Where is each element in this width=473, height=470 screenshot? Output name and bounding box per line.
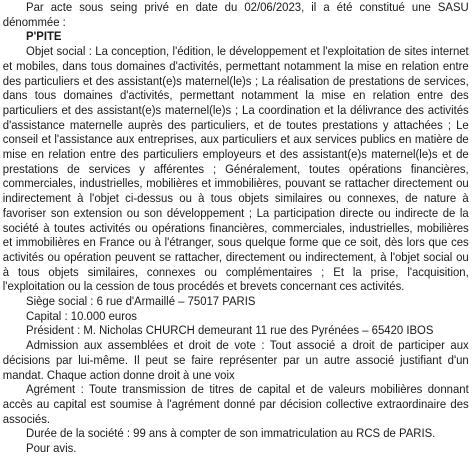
- president-line: Président : M. Nicholas CHURCH demeurant 11 rue des Pyrénées – 65420 IBOS: [26, 323, 434, 338]
- admission-paragraph: Admission aux assemblées et droit de vote : Tout associé a droit de participer aux décisions par lui-même. Il peut se faire représenter par un autre associé justifiant d'un mandat. Chaque action donne droit à une voix: [2, 338, 469, 382]
- company-name: P'PITE: [26, 29, 62, 44]
- objet-social-paragraph: Objet social : La conception, l'édition, le développement et l'exploitation de sites internet et mobiles, dans tous domaines d'activités, permettant notamment la mise en relation entre des particuliers et des assistant(e)s maternel(le)s ; La réalisation de prestations de services, dans tous domaines d'activités, permettant notamment la mise en relation entre des particuliers et des assistant(e)s maternel(le)s ; La coordination et la délivrance des activités d'assistance maternelle auprès des particuliers, et de toutes prestations y attachées ; Le conseil et l'assistance aux entreprises, aux particuliers et aux services publics en matière de mise en relation entre des particuliers employeurs et des assistant(e)s maternel(le)s et de prestations de services y afférentes ; Généralement, toutes opérations financières, commerciales, industrielles, mobilières et immobilières, pouvant se rattacher directement ou indirectement à l'objet ci-dessus ou à tous objets similaires ou connexes, de nature à favoriser son extension ou son développement ; La participation directe ou indirecte de la société à toutes activités ou opérations financières, commerciales, industrielles, mobilières et immobilières en France ou à l'étranger, sous quelque forme que ce soit, dès lors que ces activités ou opération peuvent se rattacher, directement ou indirectement, à l'objet social ou à tous objets similaires, connexes ou complémentaires ; Et la prise, l'acquisition, l'exploitation ou la cession de tous procédés et brevets concernant ces activités.: [2, 44, 469, 294]
- closing-line: Pour avis.: [26, 441, 77, 456]
- siege-social-line: Siège social : 6 rue d'Armaillé – 75017 PARIS: [26, 294, 256, 309]
- intro-paragraph: Par acte sous seing privé en date du 02/06/2023, il a été constitué une SASU dénommée :: [2, 0, 469, 29]
- agrement-paragraph: Agrément : Toute transmission de titres de capital et de valeurs mobilières donnant accès au capital est soumise à l'agrément donné par décision collective extraordinaire des associés.: [2, 382, 469, 426]
- capital-line: Capital : 10.000 euros: [26, 308, 137, 323]
- duree-line: Durée de la société : 99 ans à compter de son immatriculation au RCS de PARIS.: [26, 426, 436, 441]
